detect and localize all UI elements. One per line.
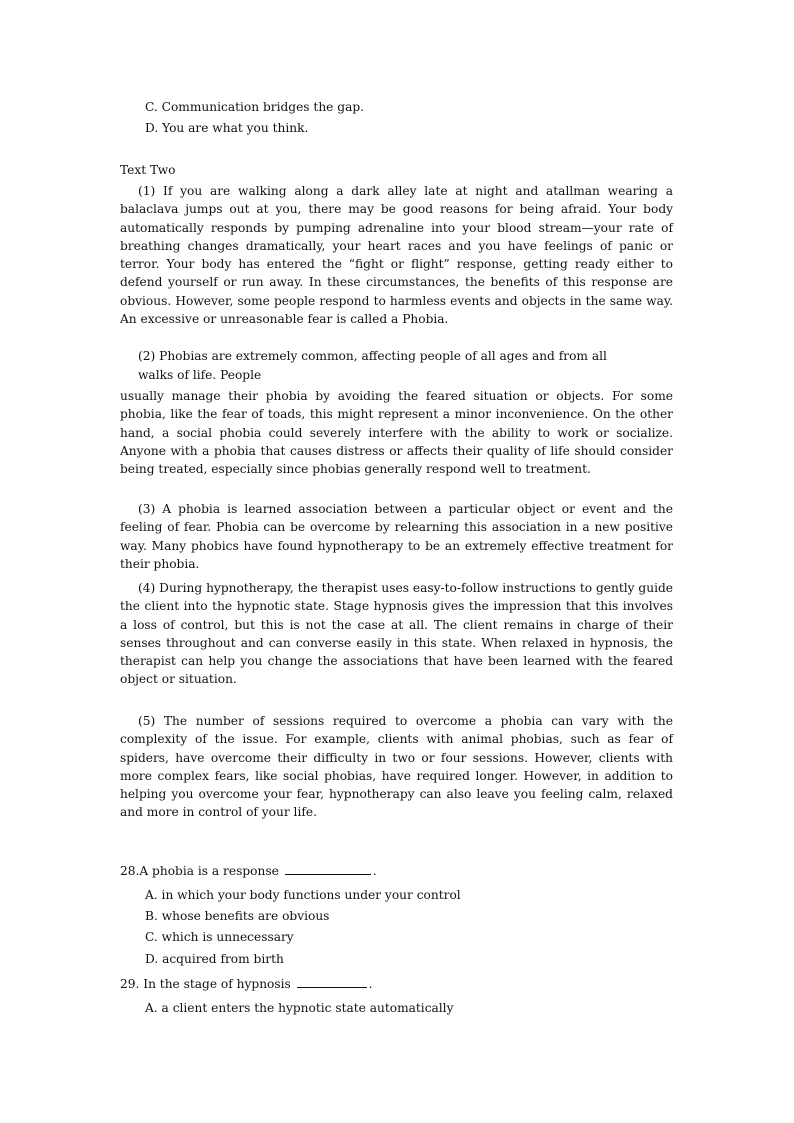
paragraph-4-text: (4) During hypnotherapy, the therapist uses easy-to-follow instructions to gently guide the client into the hypnotic state. Stage hypnosis gives the impression that this involves a loss of control, but this is not the case at all. The client remains in charge of their senses throughout and can converse easily in this state. When relaxed in hypnosis, the therapist can help you change the associations that have been learned with the feared object or situation. bbox=[120, 581, 673, 687]
answer-blank-28[interactable] bbox=[285, 863, 371, 875]
paragraph-5 bbox=[120, 712, 673, 822]
prev-option-c: C. Communication bridges the gap. bbox=[145, 100, 365, 114]
prev-option-d: D. You are what you think. bbox=[145, 121, 309, 135]
question-28-option-d[interactable]: D. acquired from birth bbox=[145, 952, 284, 966]
question-29-stem bbox=[120, 976, 373, 991]
paragraph-2-line-2: walks of life. People bbox=[138, 368, 262, 382]
section-title: Text Two bbox=[120, 163, 176, 177]
question-28-option-a[interactable]: A. in which your body functions under your control bbox=[145, 888, 461, 902]
question-29-text: 29. In the stage of hypnosis bbox=[120, 977, 291, 991]
paragraph-5-text: (5) The number of sessions required to overcome a phobia can vary with the complexity of the issue. For example, clients with animal phobias, such as fear of spiders, have overcome their difficulty in two or four sessions. However, clients with more complex fears, like social phobias, have required longer. However, in addition to helping you overcome your fear, hypnotherapy can also leave you feeling calm, relaxed and more in control of your life. bbox=[120, 714, 673, 820]
answer-blank-29[interactable] bbox=[297, 976, 367, 988]
paragraph-2-line-1: (2) Phobias are extremely common, affecting people of all ages and from all bbox=[138, 349, 607, 363]
paragraph-4 bbox=[120, 579, 673, 689]
paragraph-3-text: (3) A phobia is learned association between a particular object or event and the feeling of fear. Phobia can be overcome by relearning this association in a new positive way. Many phobics have found hypnotherapy to be an extremely effective treatment for their phobia. bbox=[120, 502, 673, 571]
question-28-stem bbox=[120, 863, 377, 878]
question-29-option-a[interactable]: A. a client enters the hypnotic state automatically bbox=[145, 1001, 454, 1015]
paragraph-3 bbox=[120, 500, 673, 573]
paragraph-2-text: usually manage their phobia by avoiding the feared situation or objects. For some phobia, like the fear of toads, this might represent a minor inconvenience. On the other hand, a social phobia could severely interfere with the ability to work or socialize. Anyone with a phobia that causes distress or affects their quality of life should consider being treated, especially since phobias generally respond well to treatment. bbox=[120, 389, 673, 477]
question-28-option-b[interactable]: B. whose benefits are obvious bbox=[145, 909, 330, 923]
question-28-text: 28.A phobia is a response bbox=[120, 864, 279, 878]
paragraph-1-text: (1) If you are walking along a dark alley late at night and atallman wearing a balaclava jumps out at you, there may be good reasons for being afraid. Your body automatically responds by pumping adrenaline into your blood stream—your rate of breathing changes dramatically, your heart races and you have feelings of panic or terror. Your body has entered the “fight or flight” response, getting ready either to defend yourself or run away. In these circumstances, the benefits of this response are obvious. However, some people respond to harmless events and objects in the same way. An excessive or unreasonable fear is called a Phobia. bbox=[120, 184, 673, 327]
question-28-end: . bbox=[372, 864, 377, 878]
question-29-end: . bbox=[368, 977, 373, 991]
paragraph-1 bbox=[120, 182, 673, 328]
paragraph-2 bbox=[120, 387, 673, 478]
question-28-option-c[interactable]: C. which is unnecessary bbox=[145, 930, 294, 944]
